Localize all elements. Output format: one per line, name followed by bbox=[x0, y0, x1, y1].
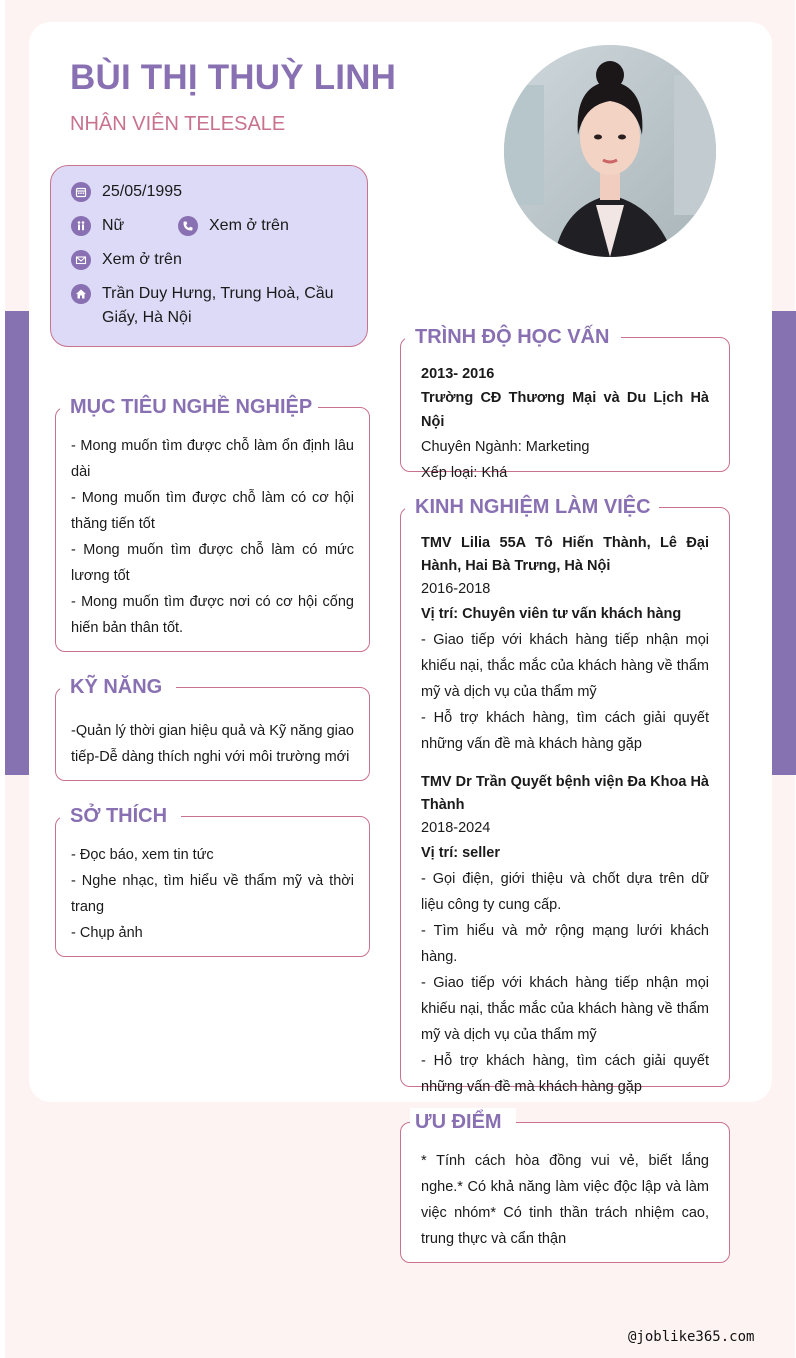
job-period: 2018-2024 bbox=[421, 820, 491, 836]
email-icon bbox=[71, 250, 91, 270]
email-text[interactable]: Xem ở trên bbox=[102, 251, 182, 268]
hobby-item: - Đọc báo, xem tin tức bbox=[71, 847, 214, 863]
hobby-item: - Nghe nhạc, tìm hiểu về thẩm mỹ và thời trang bbox=[71, 873, 354, 915]
address-row bbox=[71, 284, 334, 330]
career-goal-title: MỤC TIÊU NGHỀ NGHIỆP bbox=[60, 393, 318, 421]
left-side-band bbox=[5, 311, 29, 775]
job-duty: - Hỗ trợ khách hàng, tìm cách giải quyết những vấn đề mà khách hàng gặp bbox=[421, 710, 709, 752]
education-rank: Xếp loại: Khá bbox=[421, 465, 508, 481]
candidate-name: BÙI THỊ THUỲ LINH bbox=[70, 58, 397, 97]
phone-icon bbox=[178, 216, 198, 236]
job-position: Vị trí: seller bbox=[421, 845, 500, 861]
job-company: TMV Dr Trần Quyết bệnh viện Đa Khoa Hà Thành bbox=[421, 774, 709, 813]
hobbies-body bbox=[71, 842, 354, 946]
career-goal-body bbox=[71, 433, 354, 641]
hobbies-title: SỞ THÍCH bbox=[60, 802, 181, 830]
strengths-title: ƯU ĐIỂM bbox=[410, 1108, 516, 1136]
right-side-band bbox=[772, 311, 796, 775]
career-goal-item: - Mong muốn tìm được nơi có cơ hội cống hiến bản thân tốt. bbox=[71, 594, 354, 636]
job-title: NHÂN VIÊN TELESALE bbox=[70, 113, 286, 135]
hobby-item: - Chụp ảnh bbox=[71, 925, 143, 941]
skills-body: -Quản lý thời gian hiệu quả và Kỹ năng giao tiếp-Dễ dàng thích nghi với môi trường mới bbox=[71, 723, 354, 765]
birthday-text: 25/05/1995 bbox=[102, 183, 183, 200]
career-goal-item: - Mong muốn tìm được chỗ làm ổn định lâu dài bbox=[71, 438, 354, 480]
gender-text: Nữ bbox=[102, 217, 125, 234]
phone-row bbox=[178, 216, 289, 238]
education-period: 2013- 2016 bbox=[421, 366, 495, 382]
career-goal-item: - Mong muốn tìm được chỗ làm có cơ hội thăng tiến tốt bbox=[71, 490, 354, 532]
job-duty: - Hỗ trợ khách hàng, tìm cách giải quyết những vấn đề mà khách hàng gặp bbox=[421, 1053, 709, 1095]
footer-handle: @joblike365.com bbox=[628, 1329, 755, 1345]
experience-title: KINH NGHIỆM LÀM VIỆC bbox=[405, 493, 659, 521]
gender-icon bbox=[71, 216, 91, 236]
phone-text[interactable]: Xem ở trên bbox=[209, 217, 289, 234]
job-duty: - Giao tiếp với khách hàng tiếp nhận mọi khiếu nại, thắc mắc của khách hàng về thẩm mỹ và dịch vụ của thẩm mỹ bbox=[421, 632, 709, 700]
address-line-1: Trần Duy Hưng, Trung Hoà, Cầu bbox=[102, 285, 334, 302]
career-goal-item: - Mong muốn tìm được chỗ làm có mức lương tốt bbox=[71, 542, 354, 584]
job-duty: - Giao tiếp với khách hàng tiếp nhận mọi khiếu nại, thắc mắc của khách hàng về thẩm mỹ và dịch vụ của thẩm mỹ bbox=[421, 975, 709, 1043]
education-school: Trường CĐ Thương Mại và Du Lịch Hà Nội bbox=[421, 390, 709, 430]
job-duty: - Gọi điện, giới thiệu và chốt dựa trên dữ liệu công ty cung cấp. bbox=[421, 871, 709, 913]
strengths-body: * Tính cách hòa đồng vui vẻ, biết lắng nghe.* Có khả năng làm việc độc lập và làm việc nhóm* Có tinh thần trách nhiệm cao, trung thực và cẩn thận bbox=[421, 1153, 709, 1247]
skills-title: KỸ NĂNG bbox=[60, 673, 176, 701]
avatar bbox=[504, 45, 716, 257]
home-icon bbox=[71, 284, 91, 304]
education-title: TRÌNH ĐỘ HỌC VẤN bbox=[405, 323, 621, 351]
gender-row bbox=[71, 216, 124, 238]
education-major: Chuyên Ngành: Marketing bbox=[421, 439, 590, 455]
job-company: TMV Lilia 55A Tô Hiến Thành, Lê Đại Hành, Hai Bà Trưng, Hà Nội bbox=[421, 535, 709, 574]
education-body bbox=[421, 362, 709, 486]
email-row bbox=[71, 250, 182, 272]
calendar-icon bbox=[71, 182, 91, 202]
address-line-2: Giấy, Hà Nội bbox=[102, 309, 192, 326]
job-period: 2016-2018 bbox=[421, 581, 491, 597]
experience-body bbox=[421, 532, 709, 1100]
address-text bbox=[102, 282, 334, 330]
job-duty: - Tìm hiểu và mở rộng mạng lưới khách hàng. bbox=[421, 923, 709, 965]
birthday-row bbox=[71, 182, 182, 204]
job-position: Vị trí: Chuyên viên tư vấn khách hàng bbox=[421, 606, 682, 622]
